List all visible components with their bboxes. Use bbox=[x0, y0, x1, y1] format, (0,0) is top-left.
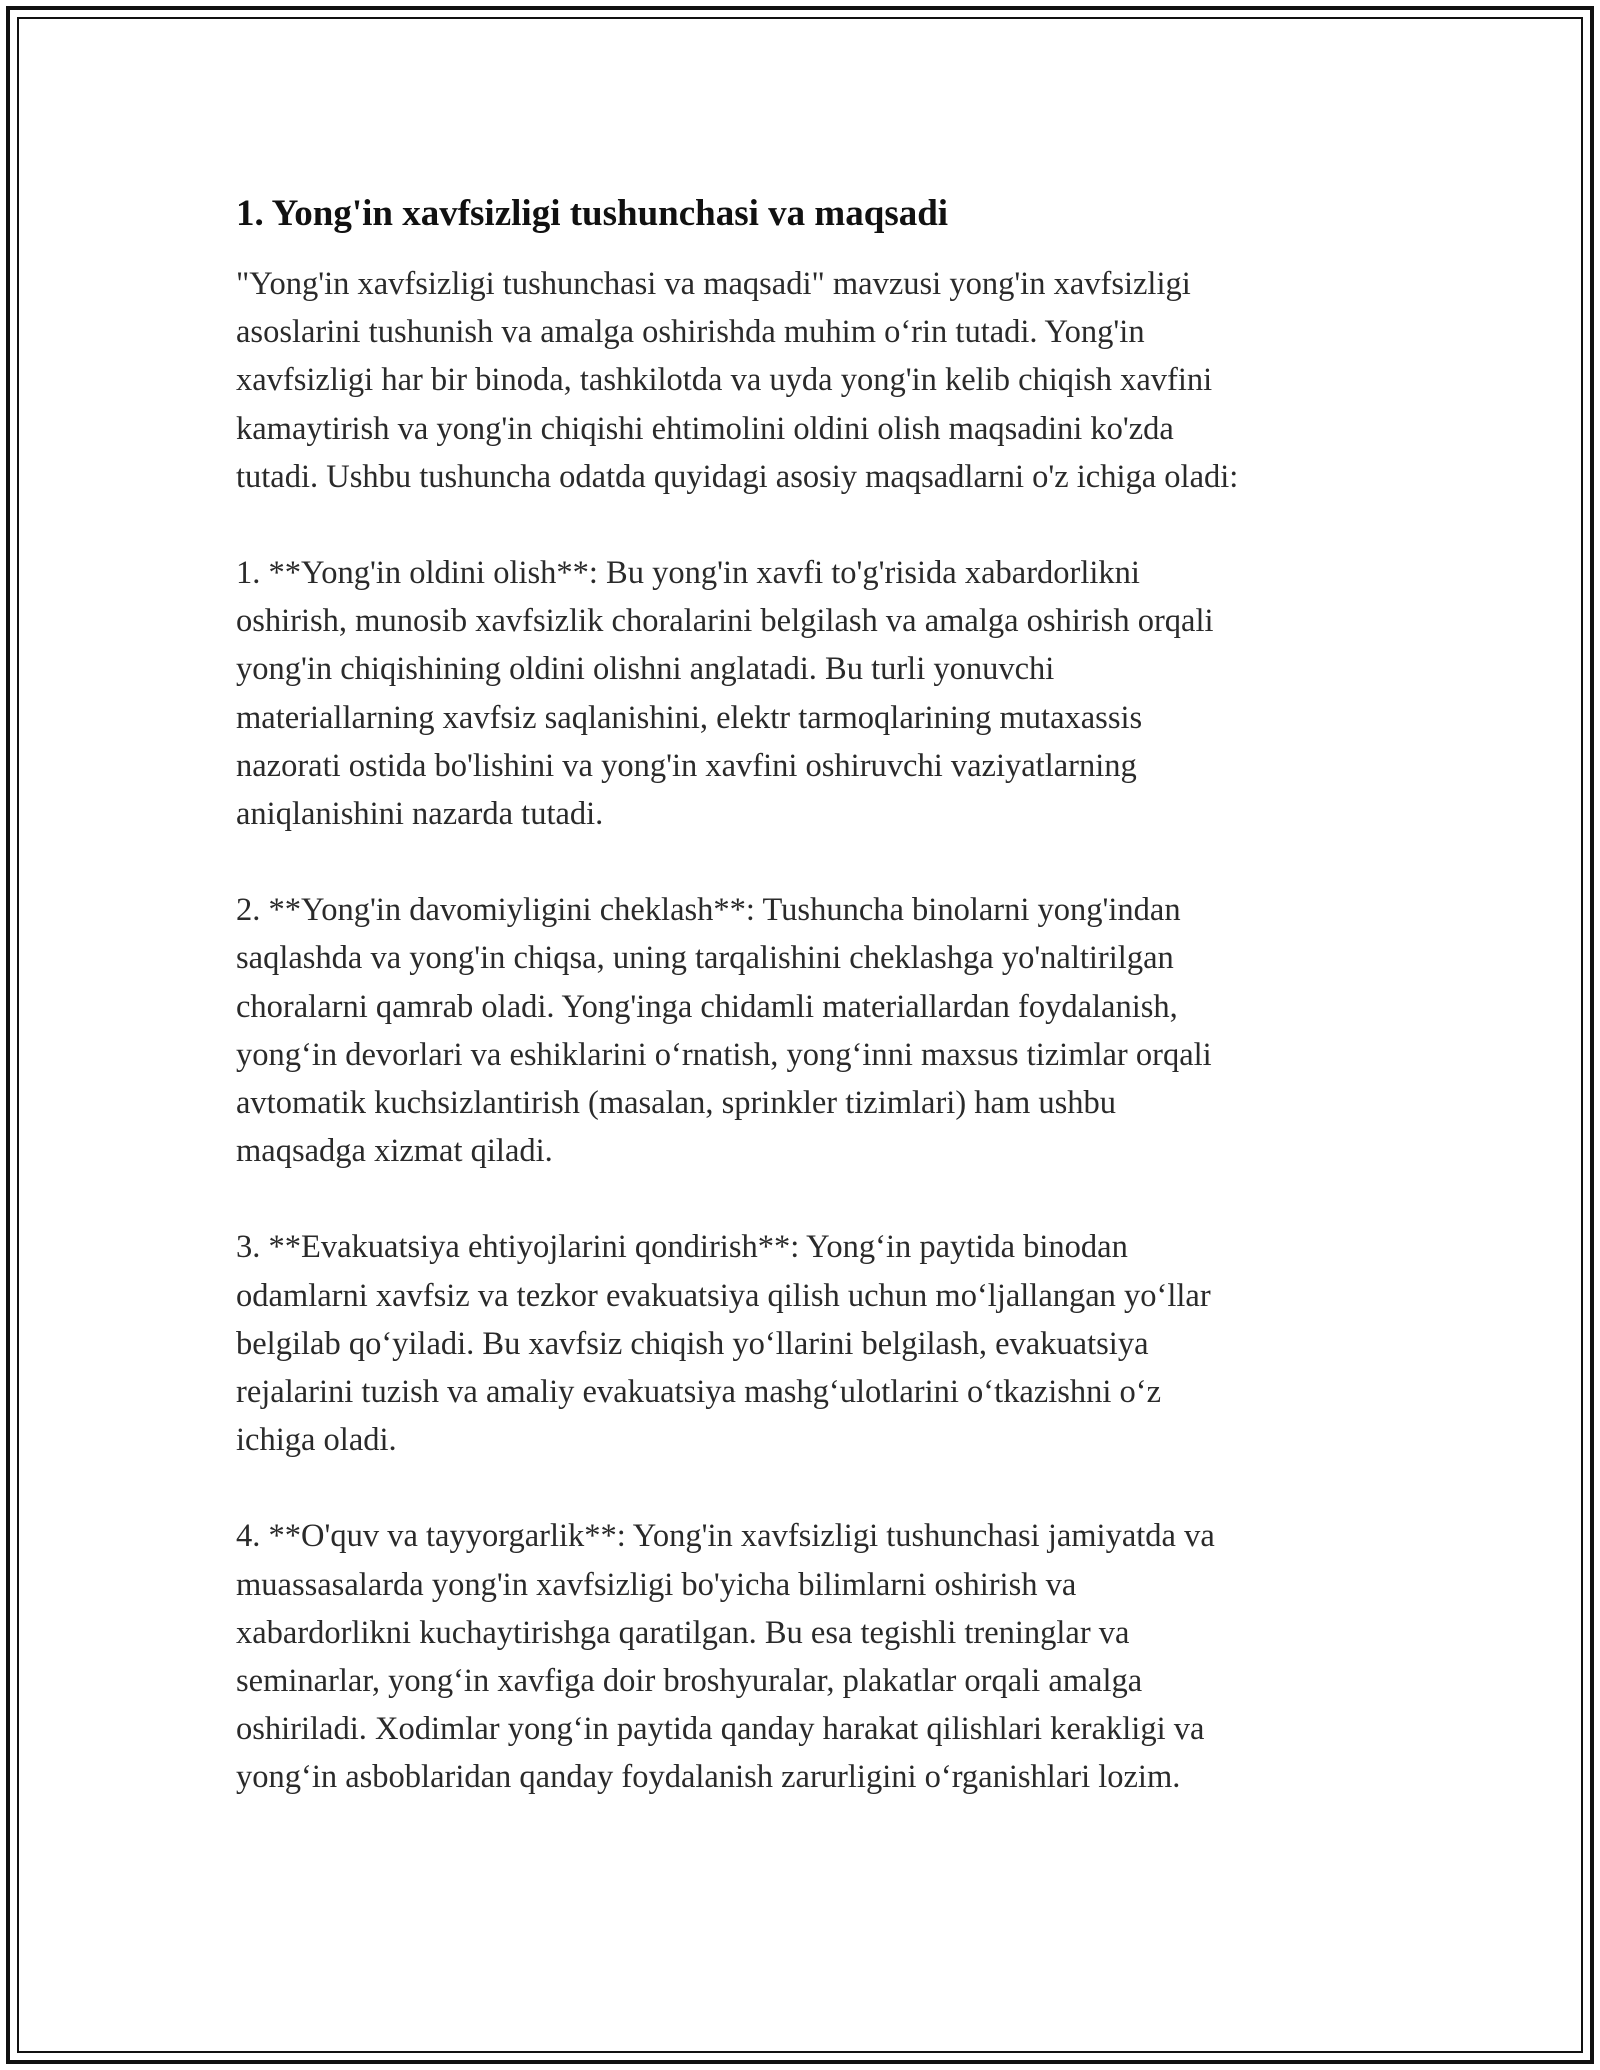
list-item-prevention: 1. **Yong'in oldini olish**: Bu yong'in xavfi to'g'risida xabardorlikni oshirish, munosib xavfsizlik choralarini belgilash va amalga oshirish orqali yong'in chiqishining oldini olishni anglatadi. Bu turli yonuvchi materiallarning xavfsiz saqlanishini, elektr tarmoqlarining mutaxassis nazorati ostida bo'lishini va yong'in xavfini oshiruvchi vaziyatlarning aniqlanishini nazarda tutadi. bbox=[236, 555, 1214, 833]
intro-paragraph: "Yong'in xavfsizligi tushunchasi va maqsadi" mavzusi yong'in xavfsizligi asoslarini tushunish va amalga oshirishda muhim oʻrin tutadi. Yong'in xavfsizligi har bir binoda, tashkilotda va uyda yong'in kelib chiqish xavfini kamaytirish va yong'in chiqishi ehtimolini oldini olish maqsadini ko'zda tutadi. Ushbu tushuncha odatda quyidagi asosiy maqsadlarni o'z ichiga oladi: bbox=[236, 266, 1239, 495]
list-item-training: 4. **O'quv va tayyorgarlik**: Yong'in xavfsizligi tushunchasi jamiyatda va muassasalarda yong'in xavfsizligi bo'yicha bilimlarni oshirish va xabardorlikni kuchaytirishga qaratilgan. Bu esa tegishli treninglar va seminarlar, yongʻin xavfiga doir broshyuralar, plakatlar orqali amalga oshiriladi. Xodimlar yongʻin paytida qanday harakat qilishlari kerakligi va yongʻin asboblaridan qanday foydalanish zarurligini oʻrganishlari lozim. bbox=[236, 1518, 1215, 1796]
document-body bbox=[236, 190, 1386, 1802]
list-item-limiting-duration: 2. **Yong'in davomiyligini cheklash**: Tushuncha binolarni yong'indan saqlashda va yong'in chiqsa, uning tarqalishini cheklashga yo'naltirilgan choralarni qamrab oladi. Yong'inga chidamli materiallardan foydalanish, yongʻin devorlari va eshiklarini oʻrnatish, yongʻinni maxsus tizimlar orqali avtomatik kuchsizlantirish (masalan, sprinkler tizimlari) ham ushbu maqsadga xizmat qiladi. bbox=[236, 892, 1212, 1170]
section-heading: 1. Yong'in xavfsizligi tushunchasi va maqsadi bbox=[236, 193, 949, 234]
list-item-evacuation: 3. **Evakuatsiya ehtiyojlarini qondirish**: Yongʻin paytida binodan odamlarni xavfsiz va tezkor evakuatsiya qilish uchun moʻljallangan yoʻllar belgilab qoʻyiladi. Bu xavfsiz chiqish yoʻllarini belgilash, evakuatsiya rejalarini tuzish va amaliy evakuatsiya mashgʻulotlarini oʻtkazishni oʻz ichiga oladi. bbox=[236, 1229, 1211, 1459]
